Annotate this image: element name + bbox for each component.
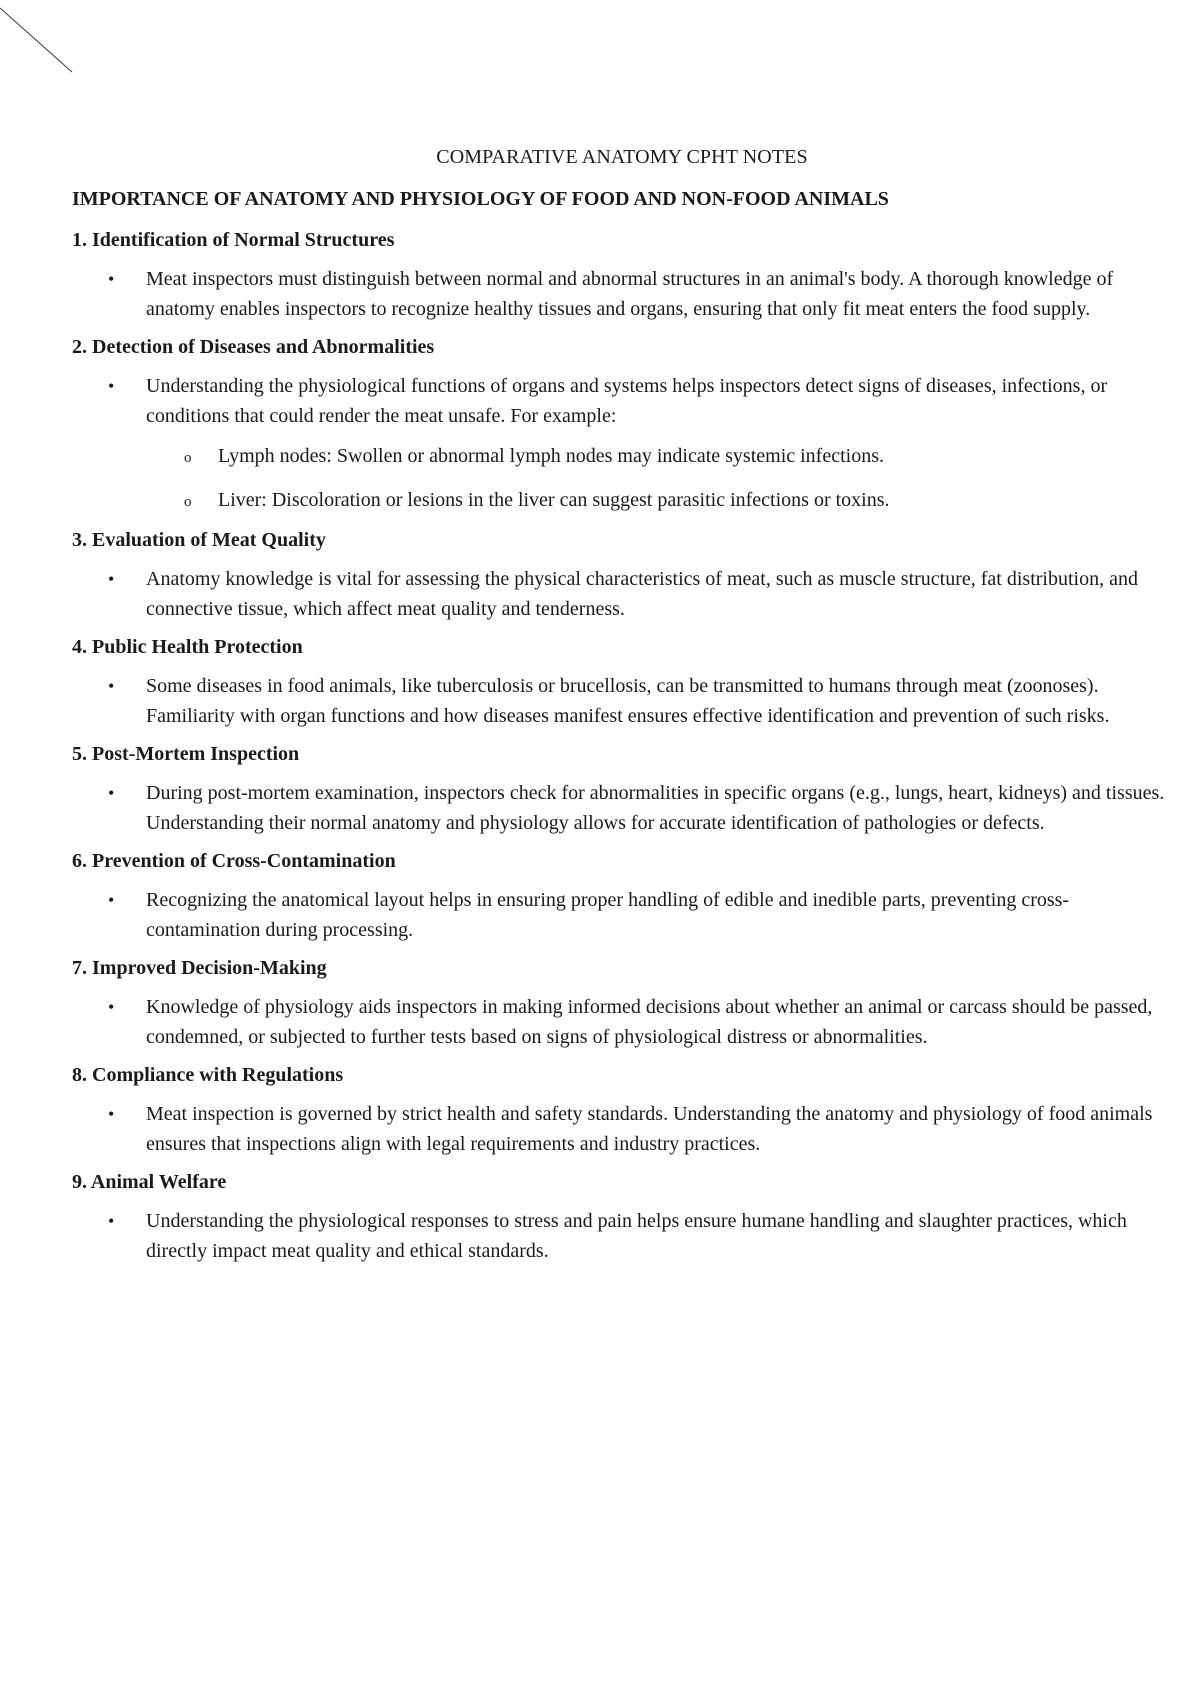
- bullet-item: [72, 671, 1172, 731]
- bullet-dot-icon: •: [108, 569, 115, 589]
- bullet-text: Meat inspectors must distinguish between normal and abnormal structures in an animal's body. A thorough knowledge of anatomy enables inspectors to recognize healthy tissues and organs, ensuring that only fit meat enters the food supply.: [146, 268, 1114, 320]
- section: [72, 1171, 1172, 1266]
- page-corner-line: [0, 0, 80, 80]
- bullet-item: [72, 1099, 1172, 1159]
- section: [72, 636, 1172, 731]
- section-heading: 1. Identification of Normal Structures: [72, 229, 395, 251]
- section: [72, 957, 1172, 1052]
- bullet-item: [72, 371, 1172, 515]
- bullet-item: [72, 885, 1172, 945]
- bullet-text: Understanding the physiological responses to stress and pain helps ensure humane handling and slaughter practices, which directly impact meat quality and ethical standards.: [146, 1210, 1127, 1262]
- sub-bullet-item: [72, 485, 1172, 515]
- sub-bullet-list: [146, 441, 1172, 515]
- section: [72, 336, 1172, 515]
- section: [72, 743, 1172, 838]
- bullet-text: Meat inspection is governed by strict health and safety standards. Understanding the anatomy and physiology of food animals ensures that inspections align with legal requirements and industry practices.: [146, 1103, 1153, 1155]
- bullet-list: [72, 778, 1172, 838]
- sub-bullet-text: Lymph nodes: Swollen or abnormal lymph nodes may indicate systemic infections.: [218, 445, 884, 467]
- section-heading: 4. Public Health Protection: [72, 636, 303, 658]
- bullet-list: [72, 564, 1172, 624]
- bullet-item: [72, 992, 1172, 1052]
- bullet-dot-icon: •: [108, 1211, 115, 1231]
- bullet-text: Understanding the physiological functions of organs and systems helps inspectors detect signs of diseases, infections, or conditions that could render the meat unsafe. For example:: [146, 375, 1108, 427]
- bullet-list: [72, 671, 1172, 731]
- section-heading: 2. Detection of Diseases and Abnormalities: [72, 336, 435, 358]
- section: [72, 850, 1172, 945]
- bullet-text: During post-mortem examination, inspectors check for abnormalities in specific organs (e.g., lungs, heart, kidneys) and tissues. Understanding their normal anatomy and physiology allows for accurate identification of pathologies or defects.: [146, 782, 1165, 834]
- section-heading: 8. Compliance with Regulations: [72, 1064, 344, 1086]
- bullet-text: Recognizing the anatomical layout helps in ensuring proper handling of edible and inedible parts, preventing cross-contamination during processing.: [146, 889, 1070, 941]
- bullet-dot-icon: •: [108, 783, 115, 803]
- section-heading: 5. Post-Mortem Inspection: [72, 743, 300, 765]
- bullet-text: Knowledge of physiology aids inspectors in making informed decisions about whether an animal or carcass should be passed, condemned, or subjected to further tests based on signs of physiological distress or abnormalities.: [146, 996, 1153, 1048]
- document-page: [72, 146, 1172, 1278]
- bullet-list: [72, 264, 1172, 324]
- section: [72, 1064, 1172, 1159]
- bullet-item: [72, 264, 1172, 324]
- document-subtitle: IMPORTANCE OF ANATOMY AND PHYSIOLOGY OF FOOD AND NON-FOOD ANIMALS: [72, 188, 889, 210]
- section-heading: 9. Animal Welfare: [72, 1171, 227, 1193]
- bullet-dot-icon: •: [108, 269, 115, 289]
- bullet-text: Anatomy knowledge is vital for assessing the physical characteristics of meat, such as muscle structure, fat distribution, and connective tissue, which affect meat quality and tenderness.: [146, 568, 1138, 620]
- bullet-dot-icon: •: [108, 376, 115, 396]
- bullet-list: [72, 1206, 1172, 1266]
- section: [72, 529, 1172, 624]
- section-heading: 3. Evaluation of Meat Quality: [72, 529, 326, 551]
- document-title: COMPARATIVE ANATOMY CPHT NOTES: [436, 146, 808, 168]
- bullet-dot-icon: •: [108, 890, 115, 910]
- section: [72, 229, 1172, 324]
- bullet-item: [72, 1206, 1172, 1266]
- section-heading: 6. Prevention of Cross-Contamination: [72, 850, 396, 872]
- bullet-item: [72, 564, 1172, 624]
- hollow-bullet-icon: o: [184, 494, 192, 510]
- bullet-text: Some diseases in food animals, like tuberculosis or brucellosis, can be transmitted to humans through meat (zoonoses). Familiarity with organ functions and how diseases manifest ensures effective identification and prevention of such risks.: [146, 675, 1110, 727]
- bullet-list: [72, 1099, 1172, 1159]
- bullet-list: [72, 371, 1172, 515]
- sections-container: [72, 229, 1172, 1266]
- bullet-item: [72, 778, 1172, 838]
- bullet-list: [72, 885, 1172, 945]
- bullet-dot-icon: •: [108, 997, 115, 1017]
- bullet-dot-icon: •: [108, 1104, 115, 1124]
- bullet-dot-icon: •: [108, 676, 115, 696]
- sub-bullet-text: Liver: Discoloration or lesions in the liver can suggest parasitic infections or toxins.: [218, 489, 890, 511]
- section-heading: 7. Improved Decision-Making: [72, 957, 327, 979]
- sub-bullet-item: [72, 441, 1172, 471]
- bullet-list: [72, 992, 1172, 1052]
- hollow-bullet-icon: o: [184, 450, 192, 466]
